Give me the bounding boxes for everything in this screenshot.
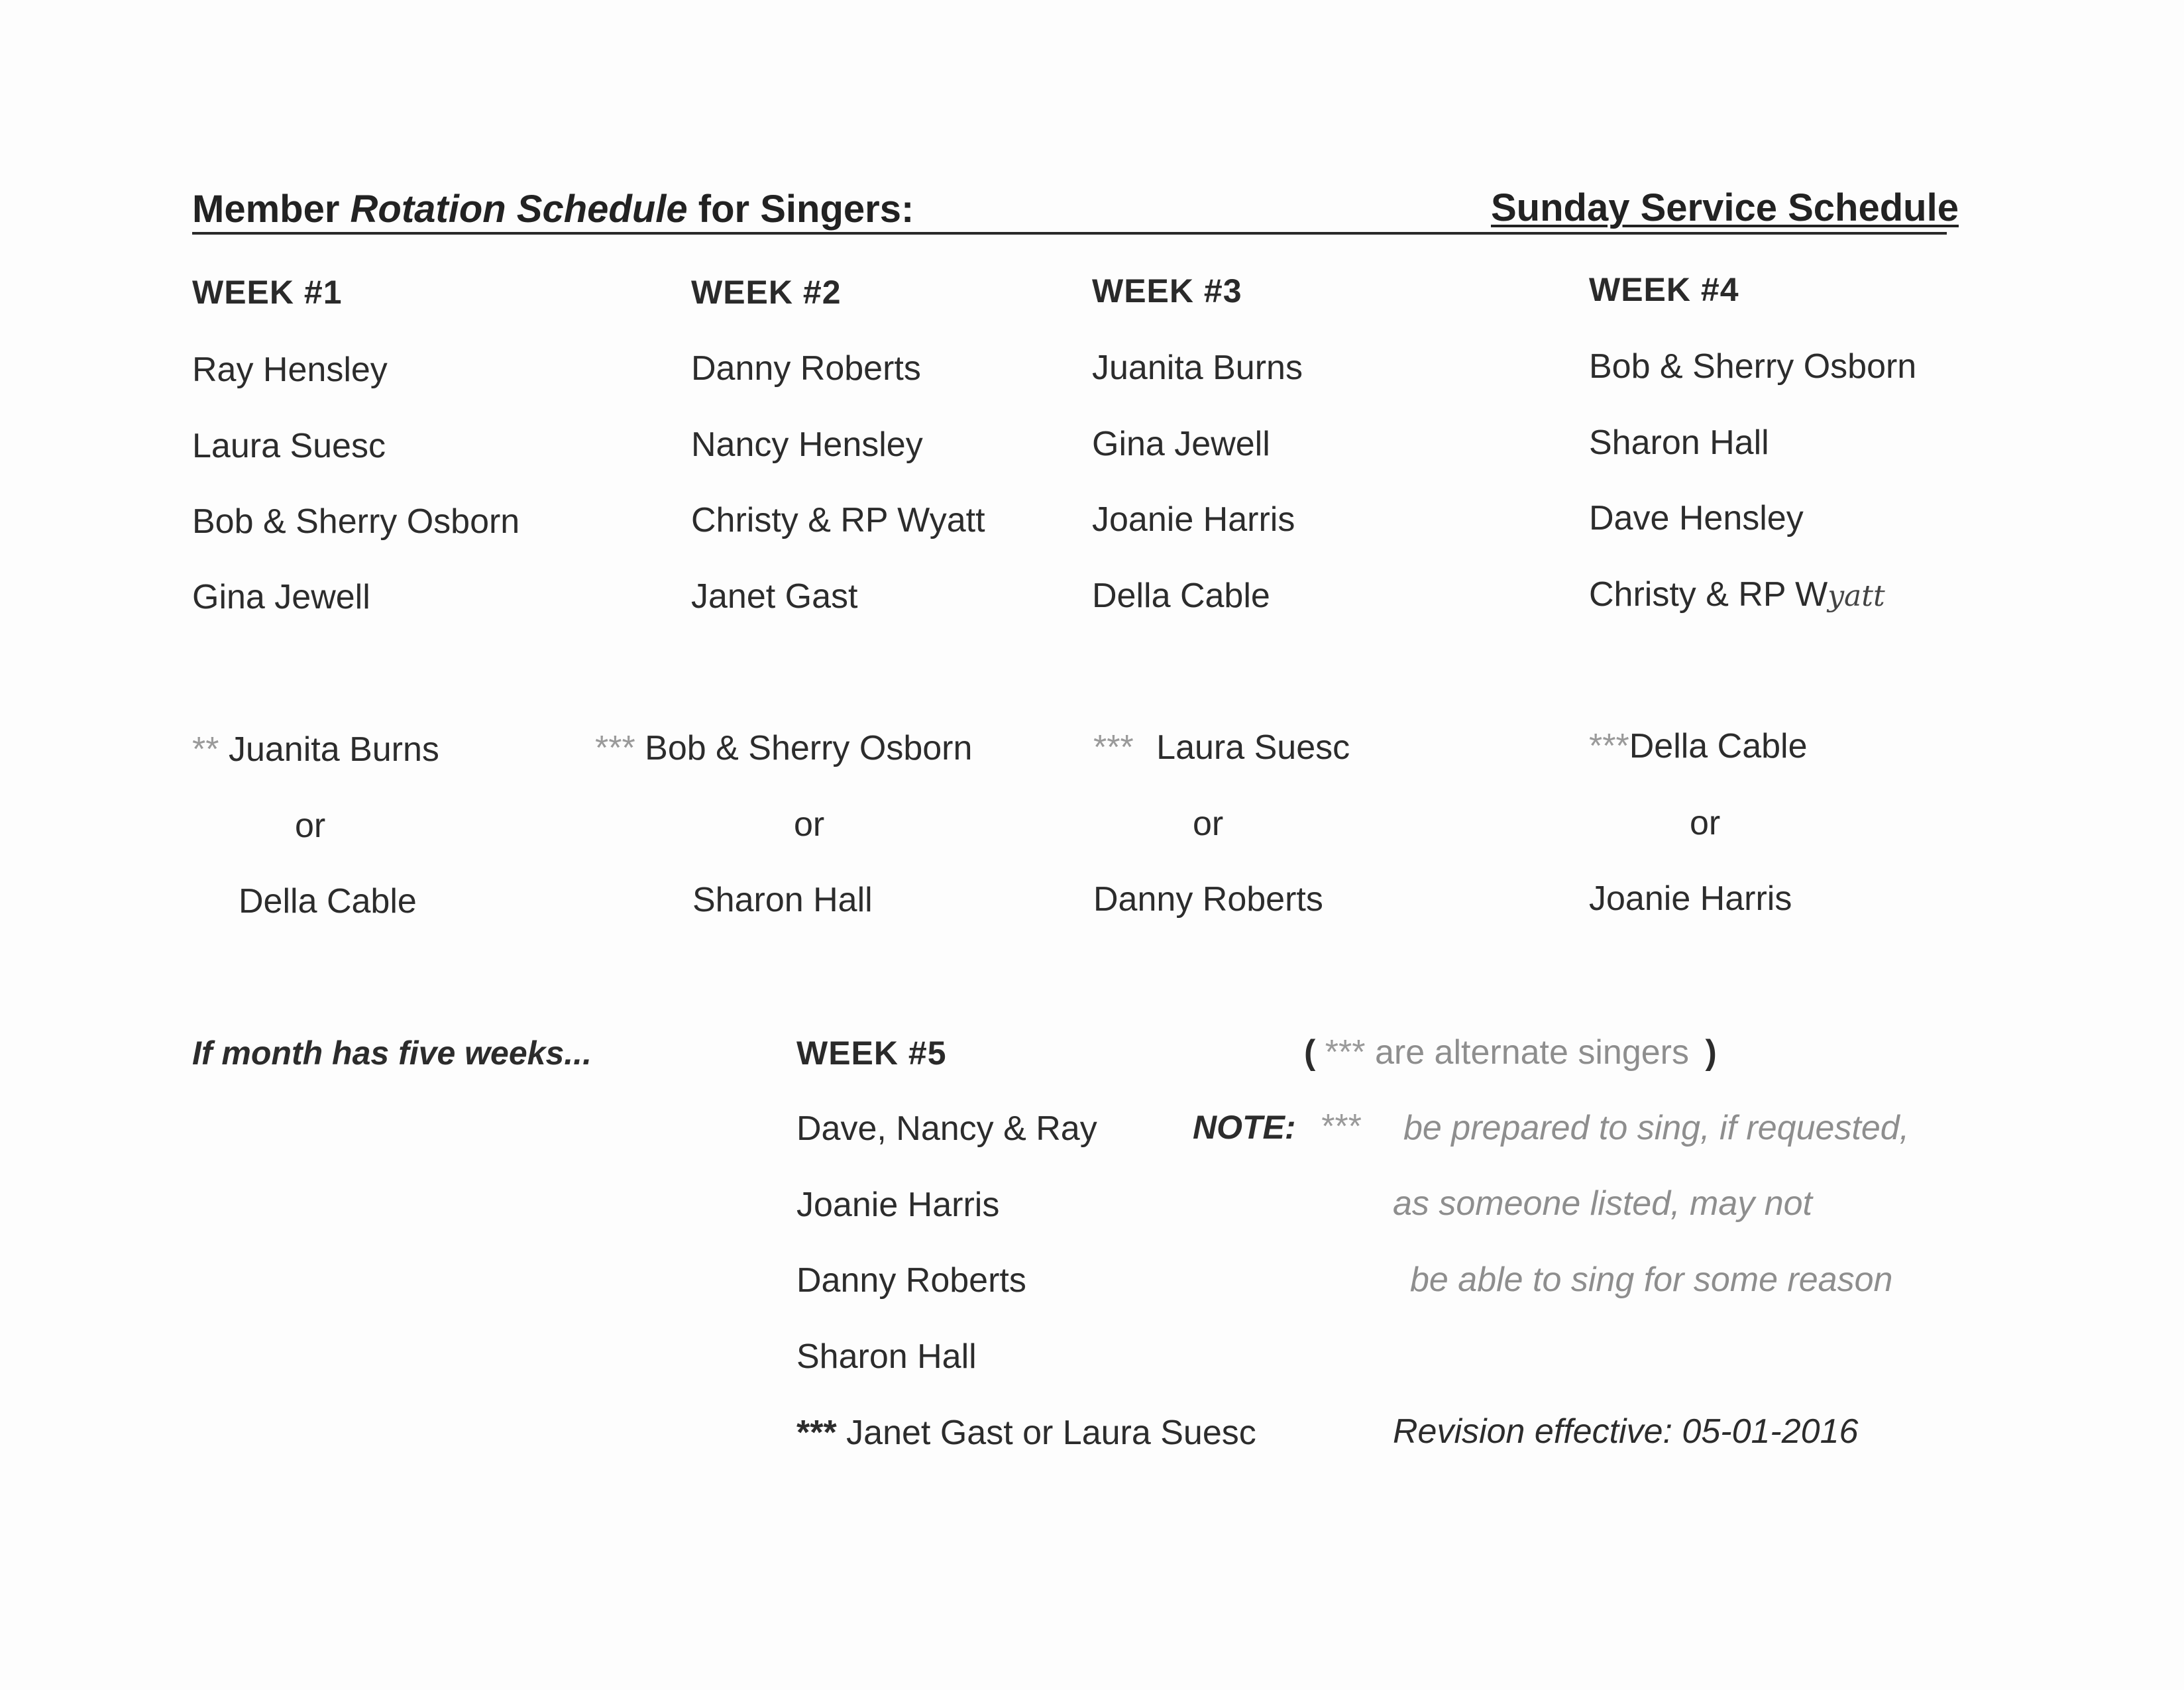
week-1-member: Bob & Sherry Osborn [192,502,520,541]
week-2-member: Janet Gast [691,577,858,616]
week-5-member: Danny Roberts [796,1261,1026,1300]
week-4-member: Sharon Hall [1589,423,1769,462]
revision-date: Revision effective: 05-01-2016 [1393,1412,1859,1451]
schedule-title [192,187,914,231]
week-4-alternate [1589,726,1808,766]
note-stars: *** [1320,1107,1360,1146]
alternate-singer: Della Cable [1629,727,1808,765]
note-line-3: be able to sing for some reason [1410,1261,1893,1299]
week-1-member: Laura Suesc [192,427,386,465]
week-4-member-handwritten [1589,575,1885,614]
title-part-member: Member [192,188,351,231]
sunday-service-title: Sunday Service Schedule [1491,186,1959,229]
week-5-heading: WEEK #5 [796,1035,947,1072]
legend-alternate-singers [1304,1033,1717,1072]
handwritten-correction: yatt [1828,579,1885,613]
week-2-alternate [595,728,972,768]
week-3-member: Joanie Harris [1092,500,1295,539]
week-2-member: Nancy Hensley [691,425,923,464]
week-3-alternate-second: Danny Roberts [1093,880,1323,919]
alternate-singer: Juanita Burns [228,730,439,769]
alternate-stars: *** [796,1414,837,1452]
note-label: NOTE: [1193,1109,1296,1146]
title-part-rotation: Rotation Schedule [350,188,688,231]
alternate-singer: Bob & Sherry Osborn [645,729,973,767]
week-3-member: Gina Jewell [1092,425,1270,463]
alternate-stars: *** [595,729,635,767]
title-part-singers: for Singers: [687,188,914,231]
alternate-singer: Laura Suesc [1156,728,1350,767]
week-1-alternate [192,730,439,769]
week-3-alternate [1093,728,1350,767]
week-1-or: or [295,807,326,845]
alternate-line: Janet Gast or Laura Suesc [846,1414,1256,1452]
legend-close-paren: ) [1705,1033,1717,1072]
week-5-member: Sharon Hall [796,1337,977,1376]
alternate-stars: *** [1093,728,1134,767]
legend-stars: *** [1325,1033,1366,1072]
week-1-member: Gina Jewell [192,578,370,616]
week-2-heading: WEEK #2 [691,274,842,311]
week-2-alternate-second: Sharon Hall [692,881,873,919]
alternate-stars: ** [192,730,219,769]
week-4-member-printed: Christy & RP W [1589,575,1828,614]
legend-open-paren: ( [1304,1033,1316,1072]
week-4-member: Bob & Sherry Osborn [1589,347,1917,386]
week-5-member: Dave, Nancy & Ray [796,1109,1097,1148]
week-5-member: Joanie Harris [796,1186,1000,1224]
week-4-alternate-second: Joanie Harris [1589,879,1792,918]
week-2-member: Danny Roberts [691,349,921,388]
week-1-alternate-second: Della Cable [239,882,417,921]
legend-text: are alternate singers [1374,1033,1689,1072]
week-2-or: or [794,805,825,844]
five-weeks-intro: If month has five weeks... [192,1035,592,1072]
note-line-1: be prepared to sing, if requested, [1403,1109,1910,1147]
week-4-heading: WEEK #4 [1589,271,1739,308]
week-2-member: Christy & RP Wyatt [691,501,985,539]
week-3-member: Della Cable [1092,577,1270,615]
alternate-stars: *** [1589,727,1629,765]
week-3-heading: WEEK #3 [1092,272,1242,310]
week-1-member: Ray Hensley [192,351,388,389]
week-1-heading: WEEK #1 [192,274,343,311]
header-rule [192,232,1947,235]
week-5-alternate [796,1413,1256,1453]
week-4-member: Dave Hensley [1589,499,1804,537]
note-line-2: as someone listed, may not [1393,1184,1812,1223]
week-3-or: or [1193,805,1224,843]
week-3-member: Juanita Burns [1092,349,1303,387]
week-4-or: or [1690,804,1721,842]
